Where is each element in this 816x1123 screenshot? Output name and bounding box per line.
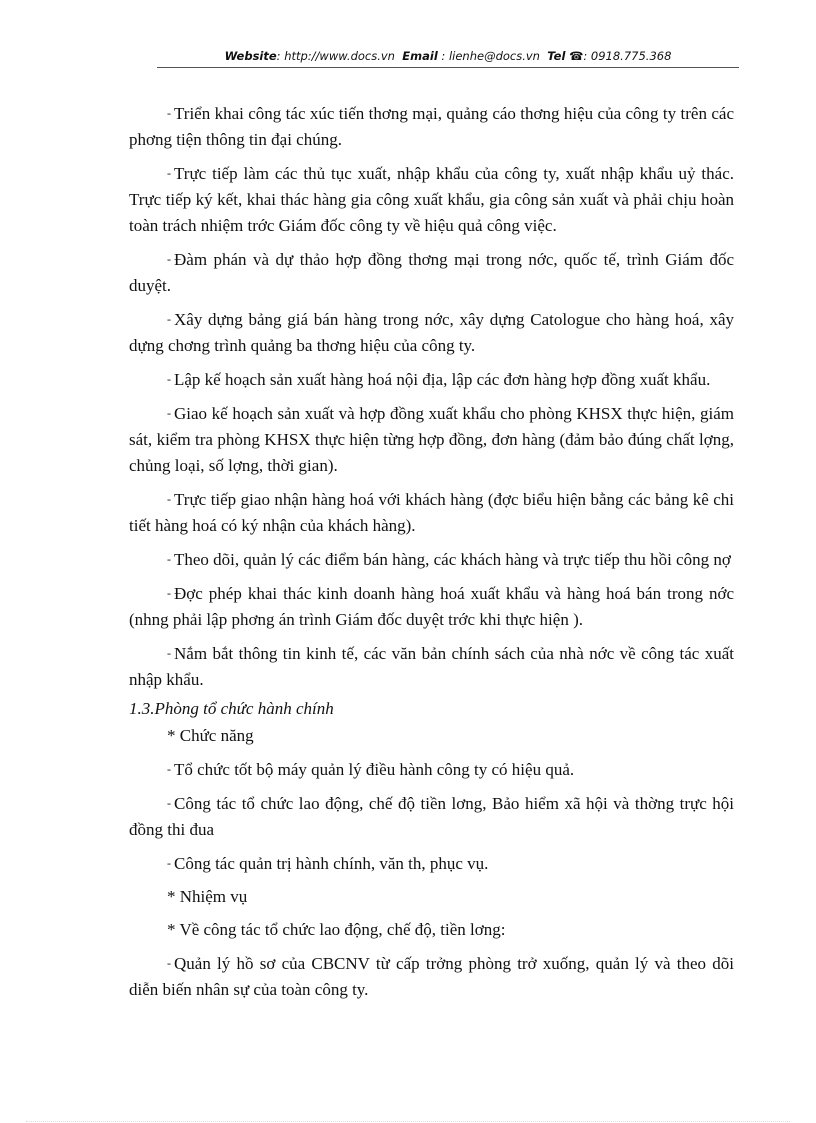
dash-bullet-icon: -: [167, 956, 171, 970]
dash-bullet-icon: -: [167, 372, 171, 386]
email-address: : lienhe@docs.vn: [441, 49, 540, 63]
paragraph: - Công tác quản trị hành chính, văn th, phục vụ.: [167, 854, 489, 873]
paragraph: - Xây dựng bảng giá bán hàng trong nớc, xây dựng Catologue cho hàng hoá, xây dựng chơng trình quảng ba thơng hiệu của công ty.: [129, 310, 734, 355]
page-header: [157, 47, 739, 68]
paragraph: - Lập kế hoạch sản xuất hàng hoá nội địa, lập các đơn hàng hợp đồng xuất khẩu.: [167, 370, 711, 389]
paragraph: - Đàm phán và dự thảo hợp đồng thơng mại trong nớc, quốc tế, trình Giám đốc duyệt.: [129, 250, 734, 295]
dash-bullet-icon: -: [167, 492, 171, 506]
dash-bullet-icon: -: [167, 406, 171, 420]
paragraph: - Công tác tổ chức lao động, chế độ tiền lơng, Bảo hiểm xã hội và thờng trực hội đồng thi đua: [129, 794, 734, 839]
paragraph: - Nắm bắt thông tin kinh tế, các văn bản chính sách của nhà nớc về công tác xuất nhập khẩu.: [129, 644, 734, 689]
tel-label: Tel: [547, 49, 566, 63]
footer-divider: [26, 1121, 790, 1122]
dash-bullet-icon: -: [167, 586, 171, 600]
email-label: Email: [402, 49, 438, 63]
website-label: Website: [224, 49, 277, 63]
website-url: : http://www.docs.vn: [276, 49, 395, 63]
document-body: [129, 100, 734, 1010]
dash-bullet-icon: -: [167, 166, 171, 180]
dash-bullet-icon: -: [167, 796, 171, 810]
dash-bullet-icon: -: [167, 646, 171, 660]
phone-icon: ☎: [569, 49, 584, 63]
dash-bullet-icon: -: [167, 552, 171, 566]
paragraph: - Theo dõi, quản lý các điểm bán hàng, các khách hàng và trực tiếp thu hồi công nợ: [167, 550, 731, 569]
dash-bullet-icon: -: [167, 762, 171, 776]
dash-bullet-icon: -: [167, 252, 171, 266]
dash-bullet-icon: -: [167, 856, 171, 870]
section-title: 1.3.Phòng tổ chức hành chính: [129, 699, 334, 718]
function-heading: * Chức năng: [167, 726, 254, 745]
paragraph: - Trực tiếp giao nhận hàng hoá với khách hàng (đợc biểu hiện bằng các bảng kê chi tiết hàng hoá có ký nhận của khách hàng).: [129, 490, 734, 535]
phone-number: : 0918.775.368: [583, 49, 672, 63]
paragraph: - Triển khai công tác xúc tiến thơng mại, quảng cáo thơng hiệu của công ty trên các phơng tiện thông tin đại chúng.: [129, 104, 734, 149]
paragraph: - Đợc phép khai thác kinh doanh hàng hoá xuất khẩu và hàng hoá bán trong nớc (nhng phải lập phơng án trình Giám đốc duyệt trớc khi thực hiện ).: [129, 584, 734, 629]
paragraph: - Trực tiếp làm các thủ tục xuất, nhập khẩu của công ty, xuất nhập khẩu uỷ thác. Trực tiếp ký kết, khai thác hàng gia công xuất khẩu, gia công sản xuất và phải chịu hoàn toàn trách nhiệm trớc Giám đốc công ty về hiệu quả công việc.: [129, 164, 734, 235]
paragraph: - Giao kế hoạch sản xuất và hợp đồng xuất khẩu cho phòng KHSX thực hiện, giám sát, kiểm tra phòng KHSX thực hiện từng hợp đồng, đơn hàng (đảm bảo đúng chất lợng, chủng loại, số lợng, thời gian).: [129, 404, 734, 475]
duty-sub-heading: * Về công tác tổ chức lao động, chế độ, tiền lơng:: [167, 920, 506, 939]
dash-bullet-icon: -: [167, 106, 171, 120]
dash-bullet-icon: -: [167, 312, 171, 326]
paragraph: - Tổ chức tốt bộ máy quản lý điều hành công ty có hiệu quả.: [167, 760, 575, 779]
duty-heading: * Nhiệm vụ: [167, 887, 248, 906]
paragraph: - Quản lý hồ sơ của CBCNV từ cấp trởng phòng trở xuống, quản lý và theo dõi diễn biến nhân sự của toàn công ty.: [129, 954, 734, 999]
